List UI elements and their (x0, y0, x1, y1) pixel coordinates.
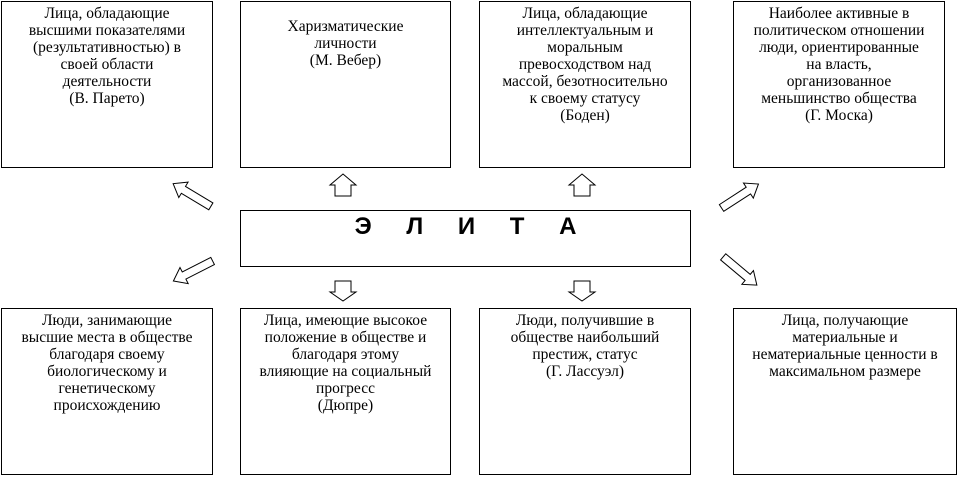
box-line: биологическому и (47, 363, 167, 380)
box-line: Лица, имеющие высокое (263, 312, 428, 329)
box-line: максимальном размере (769, 363, 921, 380)
box-line: своей области (60, 56, 154, 73)
arrow-down-left-icon (169, 253, 216, 289)
box-line: благодаря своему (49, 346, 165, 363)
box-line: благодаря этому (291, 346, 400, 363)
arrow-down-icon (569, 281, 595, 301)
box-line: меньшинство общества (761, 90, 917, 107)
box-line: Лица, обладающие (44, 5, 170, 22)
box-line: моральным (547, 39, 623, 56)
box-line: (Г. Лассуэл) (545, 363, 625, 380)
elite-title: Э Л И Т А (354, 213, 591, 240)
box-line: влияющие на социальный (259, 363, 432, 380)
box-line: (М. Вебер) (309, 52, 382, 69)
box-line: массой, безотносительно (502, 73, 668, 90)
box-line: личности (314, 35, 377, 52)
arrow-up-icon (569, 174, 595, 196)
box-line: обществе наибольший (510, 329, 660, 346)
box-line: Наиболее активные в (768, 5, 910, 22)
box-line: (результативностью) в (33, 39, 181, 56)
box-line: (Дюпре) (317, 397, 374, 414)
box-line: нематериальные ценности в (752, 346, 938, 363)
box-line: превосходством над (518, 56, 652, 73)
box-line: материальные и (792, 329, 898, 346)
box-line: организованное (786, 73, 892, 90)
box-line: Люди, занимающие (41, 312, 173, 329)
box-line: генетическому (58, 380, 156, 397)
box-line: Харизматические (287, 18, 404, 35)
box-line: (Г. Моска) (805, 107, 873, 124)
box-line: Лица, получающие (781, 312, 909, 329)
arrow-up-left-icon (169, 176, 216, 214)
box-line: (В. Парето) (69, 90, 145, 107)
arrow-down-right-icon (717, 250, 762, 292)
arrow-down-icon (330, 281, 356, 301)
box-line: высшие места в обществе (21, 329, 193, 346)
box-line: происхождению (53, 397, 161, 414)
box-line: Лица, обладающие (522, 5, 648, 22)
arrow-up-right-icon (717, 176, 764, 215)
box-line: положение в обществе и (264, 329, 427, 346)
box-line: деятельности (62, 73, 152, 90)
box-line: прогресс (316, 380, 375, 397)
box-line: к своему статусу (529, 90, 641, 107)
box-line: люди, ориентированные (759, 39, 919, 56)
box-line: престиж, статус (532, 346, 638, 363)
box-line: политическом отношении (753, 22, 925, 39)
box-line: Люди, получившие в (515, 312, 655, 329)
box-line: (Боден) (560, 107, 610, 124)
arrow-up-icon (330, 174, 356, 196)
box-line: на власть, (806, 56, 872, 73)
box-line: интеллектуальным и (516, 22, 654, 39)
box-line: высшими показателями (28, 22, 186, 39)
